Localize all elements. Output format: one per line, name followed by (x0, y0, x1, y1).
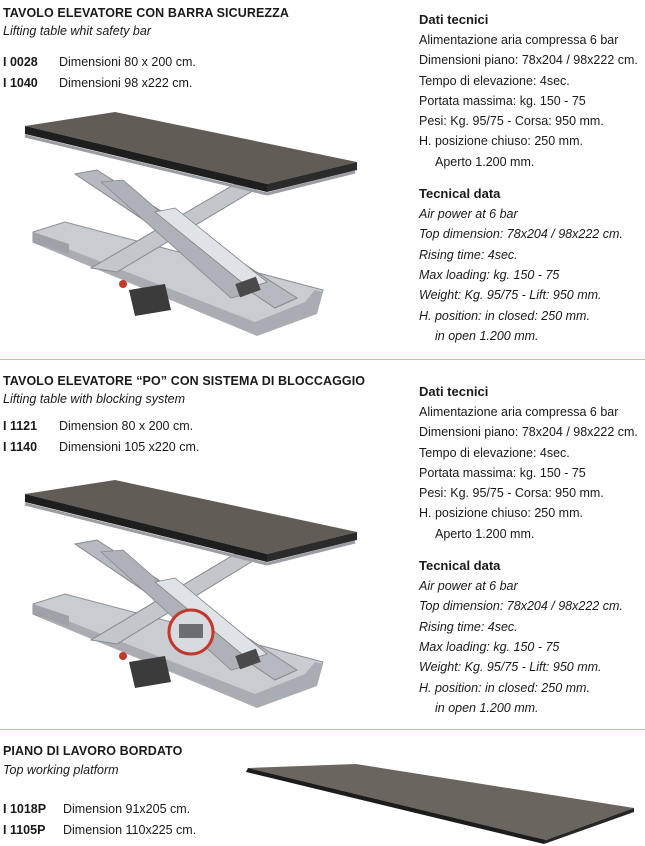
spec-line: Portata massima: kg. 150 - 75 (419, 465, 586, 480)
product-code-row (3, 76, 192, 90)
product-code-row (3, 823, 196, 837)
spec-line: H. position: in closed: 250 mm. (419, 308, 590, 323)
specs-english-title: Tecnical data (419, 558, 501, 574)
spec-line: Tempo di elevazione: 4sec. (419, 73, 570, 88)
product-dimension: Dimension 110x225 cm. (63, 823, 197, 837)
product-dimension: Dimensioni 105 x220 cm. (59, 440, 200, 454)
spec-line: in open 1.200 mm. (435, 700, 539, 715)
specs-english-list (419, 204, 645, 346)
specs-italian-title: Dati tecnici (419, 384, 489, 399)
technical-specs (419, 382, 645, 718)
specs-italian-title: Dati tecnici (419, 12, 489, 27)
spec-line: H. posizione chiuso: 250 mm. (419, 506, 583, 521)
spec-line: Air power at 6 bar (419, 579, 518, 594)
spec-line: Top dimension: 78x204 / 98x222 cm. (419, 599, 623, 614)
spec-line: H. position: in closed: 250 mm. (419, 680, 590, 695)
product-code: I 1018P (3, 802, 47, 816)
product-section-3 (0, 730, 645, 846)
spec-line: Air power at 6 bar (419, 207, 518, 222)
spec-line: Pesi: Kg. 95/75 - Corsa: 950 mm. (419, 486, 604, 501)
product-code-row (3, 802, 190, 816)
product-subtitle: Lifting table whit safety bar (3, 24, 151, 38)
specs-italian-list (419, 30, 645, 172)
product-code: I 0028 (3, 55, 38, 69)
specs-english-title: Tecnical data (419, 186, 501, 202)
spec-line: H. posizione chiuso: 250 mm. (419, 134, 583, 149)
spec-line: in open 1.200 mm. (435, 328, 539, 343)
product-subtitle: Lifting table with blocking system (3, 392, 186, 406)
product-code: I 1121 (3, 419, 38, 433)
spec-line: Max loading: kg. 150 - 75 (419, 267, 560, 282)
spec-line: Pesi: Kg. 95/75 - Corsa: 950 mm. (419, 114, 604, 129)
spec-line: Rising time: 4sec. (419, 619, 518, 634)
product-code: I 1105P (3, 823, 46, 837)
spec-line: Portata massima: kg. 150 - 75 (419, 93, 586, 108)
spec-line: Dimensioni piano: 78x204 / 98x222 cm. (419, 425, 638, 440)
spec-line: Alimentazione aria compressa 6 bar (419, 33, 619, 47)
spec-line: Weight: Kg. 95/75 - Lift: 950 mm. (419, 660, 602, 675)
product-code: I 1040 (3, 76, 38, 90)
product-section-2 (0, 360, 645, 728)
product-title: TAVOLO ELEVATORE “PO” CON SISTEMA DI BLOCCAGGIO (3, 374, 366, 388)
product-dimension: Dimensioni 98 x222 cm. (59, 76, 193, 90)
spec-line: Aperto 1.200 mm. (435, 154, 535, 169)
lifting-table-image (5, 112, 360, 344)
product-code: I 1140 (3, 440, 38, 454)
product-dimension: Dimensioni 80 x 200 cm. (59, 55, 196, 69)
working-platform-image (246, 762, 636, 844)
spec-line: Dimensioni piano: 78x204 / 98x222 cm. (419, 53, 638, 68)
product-code-row (3, 440, 199, 454)
product-title: TAVOLO ELEVATORE CON BARRA SICUREZZA (3, 6, 290, 20)
spec-line: Max loading: kg. 150 - 75 (419, 639, 560, 654)
specs-italian-list (419, 402, 645, 544)
spec-line: Top dimension: 78x204 / 98x222 cm. (419, 227, 623, 242)
product-dimension: Dimension 91x205 cm. (63, 802, 191, 816)
spec-line: Alimentazione aria compressa 6 bar (419, 405, 619, 419)
spec-line: Rising time: 4sec. (419, 247, 518, 262)
product-code-row (3, 55, 196, 69)
spec-line: Tempo di elevazione: 4sec. (419, 445, 570, 460)
spec-line: Aperto 1.200 mm. (435, 526, 535, 541)
lifting-table-image (5, 480, 360, 716)
product-section-1 (0, 0, 645, 358)
product-title: PIANO DI LAVORO BORDATO (3, 744, 183, 758)
product-code-row (3, 419, 193, 433)
technical-specs (419, 10, 645, 346)
spec-line: Weight: Kg. 95/75 - Lift: 950 mm. (419, 288, 602, 303)
specs-english-list (419, 576, 645, 718)
product-subtitle: Top working platform (3, 763, 119, 777)
product-dimension: Dimension 80 x 200 cm. (59, 419, 194, 433)
